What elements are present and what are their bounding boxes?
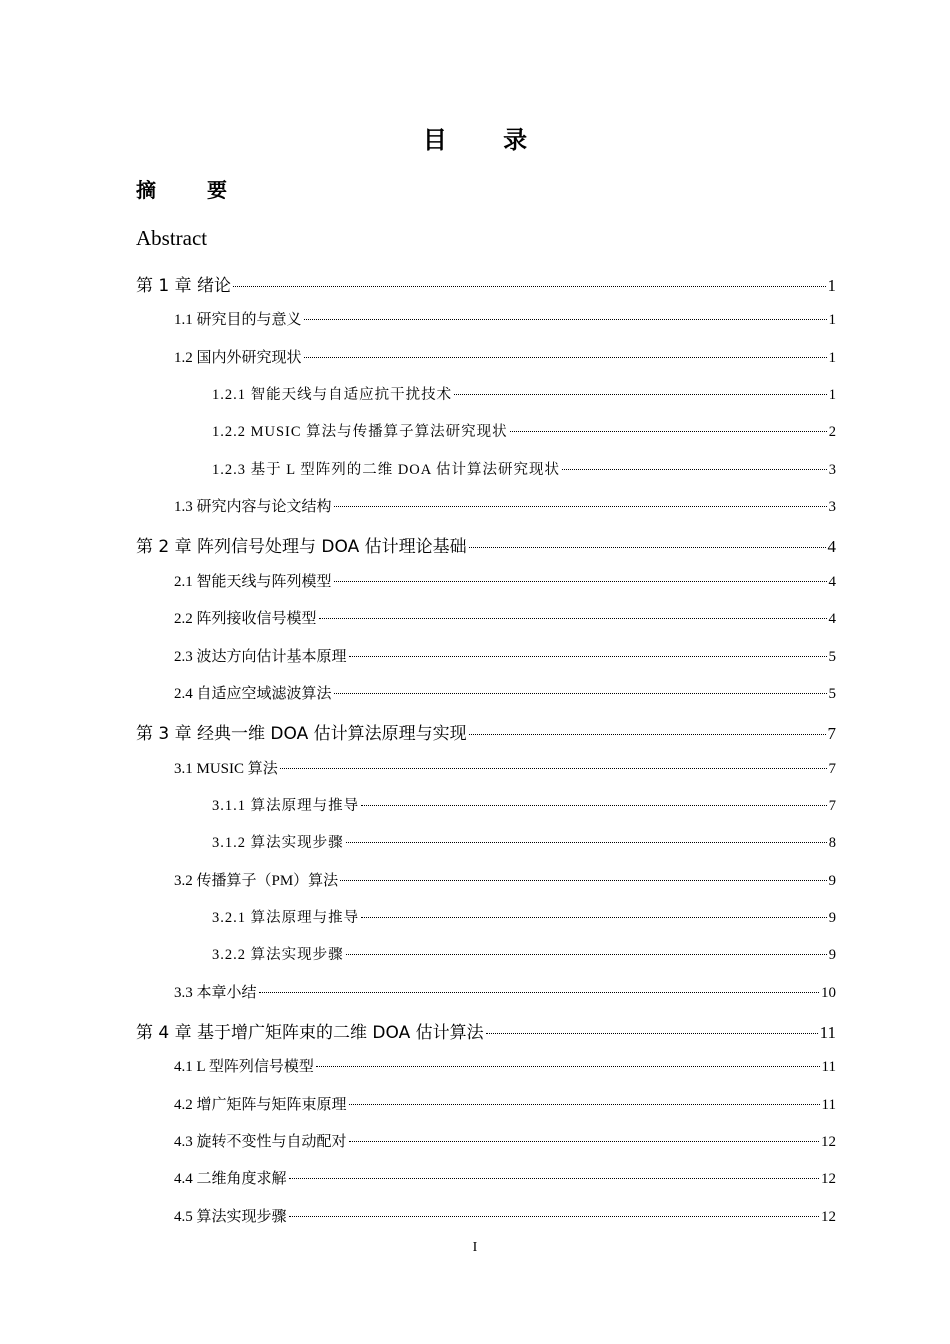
dot-leader	[340, 880, 826, 881]
toc-entry-page: 7	[828, 798, 836, 814]
toc-entry-page: 4	[828, 574, 836, 590]
toc-entry-page: 9	[828, 910, 836, 926]
toc-entry-title: 1.1 研究目的与意义	[174, 312, 302, 328]
toc-entry-title: 2.4 自适应空域滤波算法	[174, 686, 332, 702]
toc-entry-page: 11	[821, 1097, 836, 1113]
dot-leader	[562, 469, 827, 470]
dot-leader	[289, 1216, 819, 1217]
dot-leader	[280, 768, 827, 769]
toc-entry-title: 1.2.2 MUSIC 算法与传播算子算法研究现状	[212, 424, 508, 440]
toc-entry-title: 4.1 L 型阵列信号模型	[174, 1059, 314, 1075]
dot-leader	[349, 656, 827, 657]
dot-leader	[334, 581, 827, 582]
toc-entry[interactable]	[174, 757, 836, 779]
toc-entry-page: 5	[828, 649, 836, 665]
toc-entry[interactable]	[136, 719, 836, 744]
toc-entry-page: 4	[828, 611, 836, 627]
toc-entry[interactable]	[212, 906, 836, 928]
toc-entry-page: 10	[821, 985, 836, 1001]
toc-entry-title: 3.1.1 算法原理与推导	[212, 798, 360, 814]
toc-entry[interactable]	[174, 682, 836, 704]
toc-entry-page: 9	[828, 873, 836, 889]
toc-entry-page: 11	[821, 1059, 836, 1075]
toc-entry-title: 2.2 阵列接收信号模型	[174, 611, 317, 627]
dot-leader	[349, 1141, 819, 1142]
toc-entry-page: 7	[828, 761, 836, 777]
toc-entry[interactable]	[174, 981, 836, 1003]
toc-entry-title: 3.2 传播算子（PM）算法	[174, 873, 339, 889]
dot-leader	[334, 693, 827, 694]
dot-leader	[486, 1033, 818, 1034]
toc-entry[interactable]	[174, 1093, 836, 1115]
toc-entry-page: 2	[828, 424, 836, 440]
toc-entry-page: 7	[827, 724, 836, 743]
abstract-en-heading[interactable]: Abstract	[136, 226, 208, 250]
toc-entry[interactable]	[174, 869, 836, 891]
toc-entry[interactable]	[136, 1018, 836, 1043]
toc-entry[interactable]	[174, 308, 836, 330]
toc-entry-page: 9	[828, 947, 836, 963]
dot-leader	[510, 431, 827, 432]
toc-entry-page: 11	[819, 1023, 836, 1042]
abstract-cn-heading[interactable]: 摘 要	[136, 178, 249, 202]
toc-entry[interactable]	[212, 943, 836, 965]
dot-leader	[233, 286, 825, 287]
toc-entry-page: 1	[827, 276, 836, 295]
dot-leader	[361, 917, 827, 918]
toc-entry-page: 1	[828, 350, 836, 366]
toc-entry[interactable]	[136, 271, 836, 296]
toc-entry-page: 8	[828, 835, 836, 851]
toc-entry-page: 4	[827, 537, 836, 556]
toc-entry-title: 第 1 章 绪论	[136, 276, 232, 296]
toc-entry[interactable]	[212, 383, 836, 405]
toc-entry[interactable]	[174, 1055, 836, 1077]
toc-entry[interactable]	[212, 420, 836, 442]
toc-entry-page: 12	[821, 1209, 836, 1225]
dot-leader	[289, 1178, 819, 1179]
toc-entry-title: 1.2.3 基于 L 型阵列的二维 DOA 估计算法研究现状	[212, 462, 561, 478]
dot-leader	[304, 357, 827, 358]
dot-leader	[454, 394, 827, 395]
toc-entry[interactable]	[212, 831, 836, 853]
dot-leader	[469, 734, 826, 735]
dot-leader	[334, 506, 827, 507]
toc-entry-page: 1	[828, 312, 836, 328]
toc-entry[interactable]	[212, 458, 836, 480]
page-number-footer: I	[472, 1240, 478, 1255]
toc-entry-title: 4.5 算法实现步骤	[174, 1209, 287, 1225]
dot-leader	[346, 954, 827, 955]
toc-entry-title: 1.3 研究内容与论文结构	[174, 499, 332, 515]
toc-entry[interactable]	[174, 346, 836, 368]
toc-entry-title: 4.3 旋转不变性与自动配对	[174, 1134, 347, 1150]
toc-entry[interactable]	[174, 607, 836, 629]
toc-entry[interactable]	[136, 532, 836, 557]
toc-entry[interactable]	[212, 794, 836, 816]
toc-entry-page: 5	[828, 686, 836, 702]
toc-entry-title: 第 2 章 阵列信号处理与 DOA 估计理论基础	[136, 537, 467, 557]
toc-entry[interactable]	[174, 570, 836, 592]
dot-leader	[361, 805, 827, 806]
toc-entry-title: 3.1.2 算法实现步骤	[212, 835, 344, 851]
toc-entry-title: 第 3 章 经典一维 DOA 估计算法原理与实现	[136, 724, 467, 744]
dot-leader	[304, 319, 827, 320]
toc-entry-title: 2.3 波达方向估计基本原理	[174, 649, 347, 665]
page-title: 目 录	[422, 126, 552, 154]
toc-entry-page: 12	[821, 1134, 836, 1150]
dot-leader	[469, 547, 826, 548]
toc-entry-page: 3	[828, 462, 836, 478]
toc-entry[interactable]	[174, 495, 836, 517]
toc-entry-title: 1.2 国内外研究现状	[174, 350, 302, 366]
toc-entry[interactable]	[174, 645, 836, 667]
dot-leader	[259, 992, 819, 993]
toc-entry-page: 1	[828, 387, 836, 403]
toc-entry[interactable]	[174, 1205, 836, 1227]
toc-entry-title: 4.4 二维角度求解	[174, 1171, 287, 1187]
dot-leader	[316, 1066, 820, 1067]
toc-entry[interactable]	[174, 1130, 836, 1152]
dot-leader	[346, 842, 827, 843]
toc-entry-title: 3.3 本章小结	[174, 985, 257, 1001]
toc-entry-page: 12	[821, 1171, 836, 1187]
toc-entry-title: 第 4 章 基于增广矩阵束的二维 DOA 估计算法	[136, 1023, 484, 1043]
toc-entry-title: 2.1 智能天线与阵列模型	[174, 574, 332, 590]
dot-leader	[349, 1104, 820, 1105]
toc-entry-title: 1.2.1 智能天线与自适应抗干扰技术	[212, 387, 453, 403]
toc-entry-page: 3	[828, 499, 836, 515]
dot-leader	[319, 618, 827, 619]
toc-entry-title: 3.1 MUSIC 算法	[174, 761, 278, 777]
toc-entry[interactable]	[174, 1167, 836, 1189]
toc-entry-title: 3.2.2 算法实现步骤	[212, 947, 344, 963]
toc-entry-title: 3.2.1 算法原理与推导	[212, 910, 360, 926]
toc-entry-title: 4.2 增广矩阵与矩阵束原理	[174, 1097, 347, 1113]
